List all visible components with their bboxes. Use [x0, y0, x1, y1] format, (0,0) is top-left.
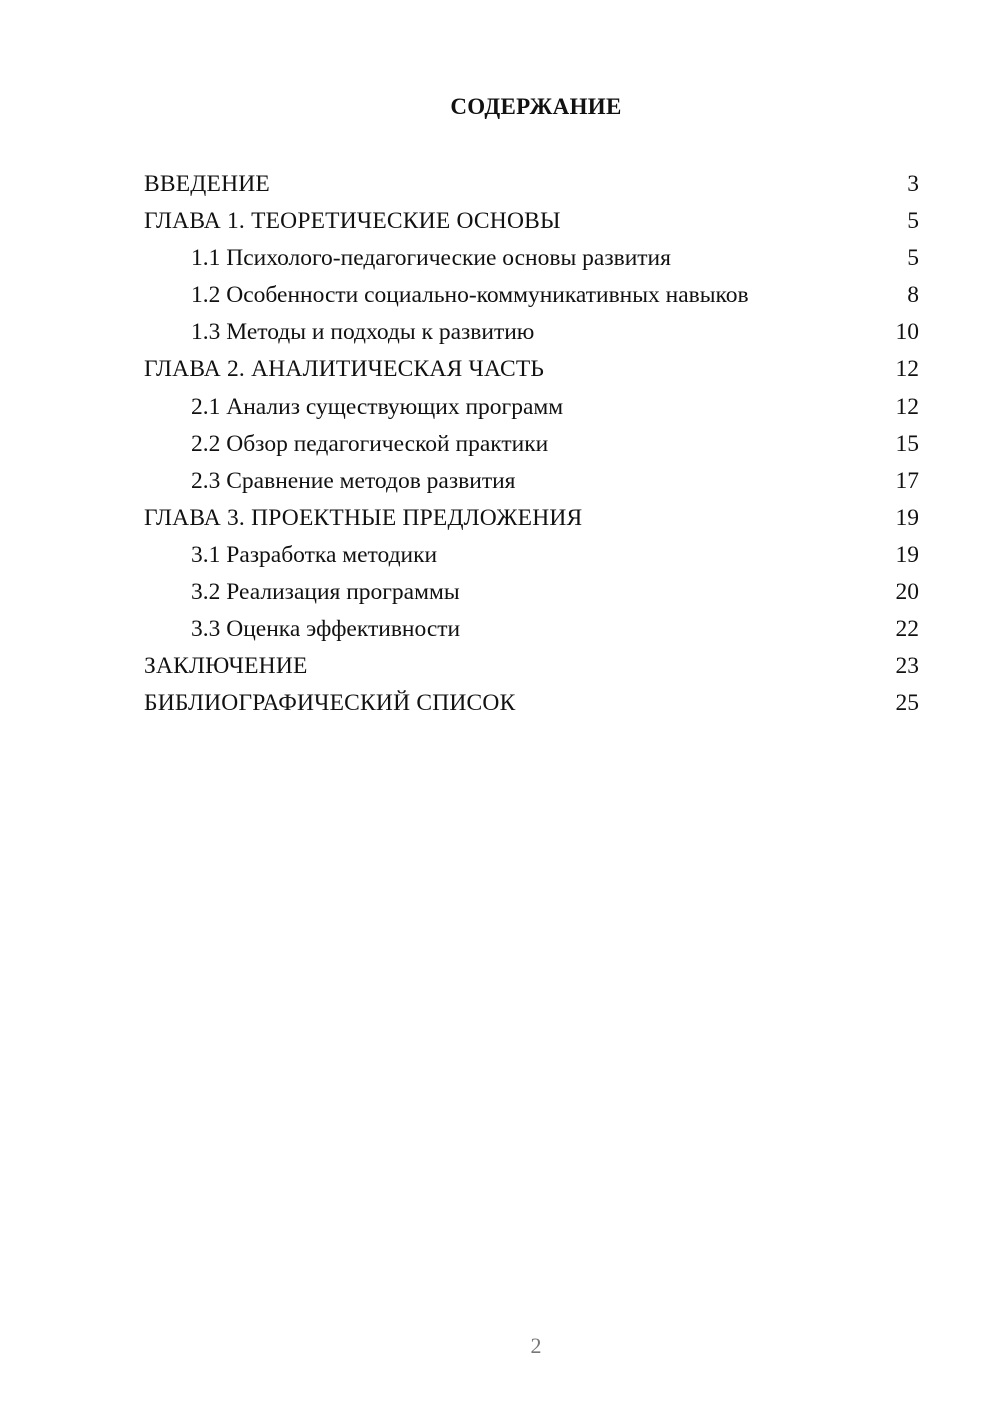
toc-entry-page: 12 [895, 393, 919, 420]
toc-entry-label: ВВЕДЕНИЕ [144, 171, 270, 197]
toc-entry-label: 2.3 Сравнение методов развития [191, 467, 516, 494]
toc-entry-section-2-3[interactable] [144, 463, 919, 500]
toc-entry-page: 10 [895, 319, 919, 346]
toc-entry-section-1-3[interactable] [144, 314, 919, 351]
toc-entry-label: 3.3 Оценка эффективности [191, 616, 461, 643]
toc-entry-section-2-2[interactable] [144, 426, 919, 463]
toc-entry-page: 12 [895, 356, 919, 383]
toc-entry-label: ГЛАВА 1. ТЕОРЕТИЧЕСКИЕ ОСНОВЫ [144, 208, 561, 235]
toc-entry-page: 25 [895, 690, 919, 717]
toc-entry-chapter-3[interactable] [144, 500, 919, 537]
toc-entry-label: БИБЛИОГРАФИЧЕСКИЙ СПИСОК [144, 690, 516, 717]
toc-entry-label: ГЛАВА 3. ПРОЕКТНЫЕ ПРЕДЛОЖЕНИЯ [144, 504, 583, 531]
toc-entry-page: 17 [895, 467, 919, 494]
toc-entry-section-3-1[interactable] [144, 537, 919, 574]
toc-entry-page: 22 [895, 616, 919, 643]
toc-entry-label: 2.1 Анализ существующих программ [191, 393, 564, 420]
toc-entry-label: 1.3 Методы и подходы к развитию [191, 319, 535, 346]
toc-entry-label: 3.2 Реализация программы [191, 579, 460, 606]
toc-entry-page: 20 [895, 579, 919, 606]
toc-entry-page: 19 [895, 541, 919, 568]
toc-entry-label: 3.1 Разработка методики [191, 541, 438, 568]
toc-entry-label: 1.2 Особенности социально-коммуникативных навыков [191, 282, 749, 309]
toc-entry-section-3-3[interactable] [144, 611, 919, 648]
toc-entry-bibliography[interactable] [144, 685, 919, 722]
toc-entry-page: 23 [895, 653, 919, 680]
toc-entry-label: 1.1 Психолого-педагогические основы развития [191, 245, 671, 272]
toc-entry-conclusion[interactable] [144, 648, 919, 685]
toc-entry-page: 15 [895, 430, 919, 457]
toc-entry-page: 5 [907, 208, 919, 235]
toc-entry-page: 19 [895, 504, 919, 531]
toc-entry-section-2-1[interactable] [144, 389, 919, 426]
toc-entry-page: 5 [907, 245, 919, 272]
page-number: 2 [530, 1333, 542, 1358]
toc-entry-page: 8 [907, 282, 919, 309]
toc-entry-chapter-1[interactable] [144, 203, 919, 240]
toc-entry-section-3-2[interactable] [144, 574, 919, 611]
toc-entry-section-1-1[interactable] [144, 240, 919, 277]
page-title: СОДЕРЖАНИЕ [450, 94, 622, 119]
toc-entry-section-1-2[interactable] [144, 277, 919, 314]
toc-entry-chapter-2[interactable] [144, 351, 919, 388]
toc-entry-introduction[interactable] [144, 166, 919, 203]
toc-entry-label: ЗАКЛЮЧЕНИЕ [144, 653, 308, 680]
toc-entry-page: 3 [907, 171, 919, 197]
table-of-contents [144, 166, 919, 722]
toc-entry-label: ГЛАВА 2. АНАЛИТИЧЕСКАЯ ЧАСТЬ [144, 356, 545, 383]
toc-entry-label: 2.2 Обзор педагогической практики [191, 430, 549, 457]
